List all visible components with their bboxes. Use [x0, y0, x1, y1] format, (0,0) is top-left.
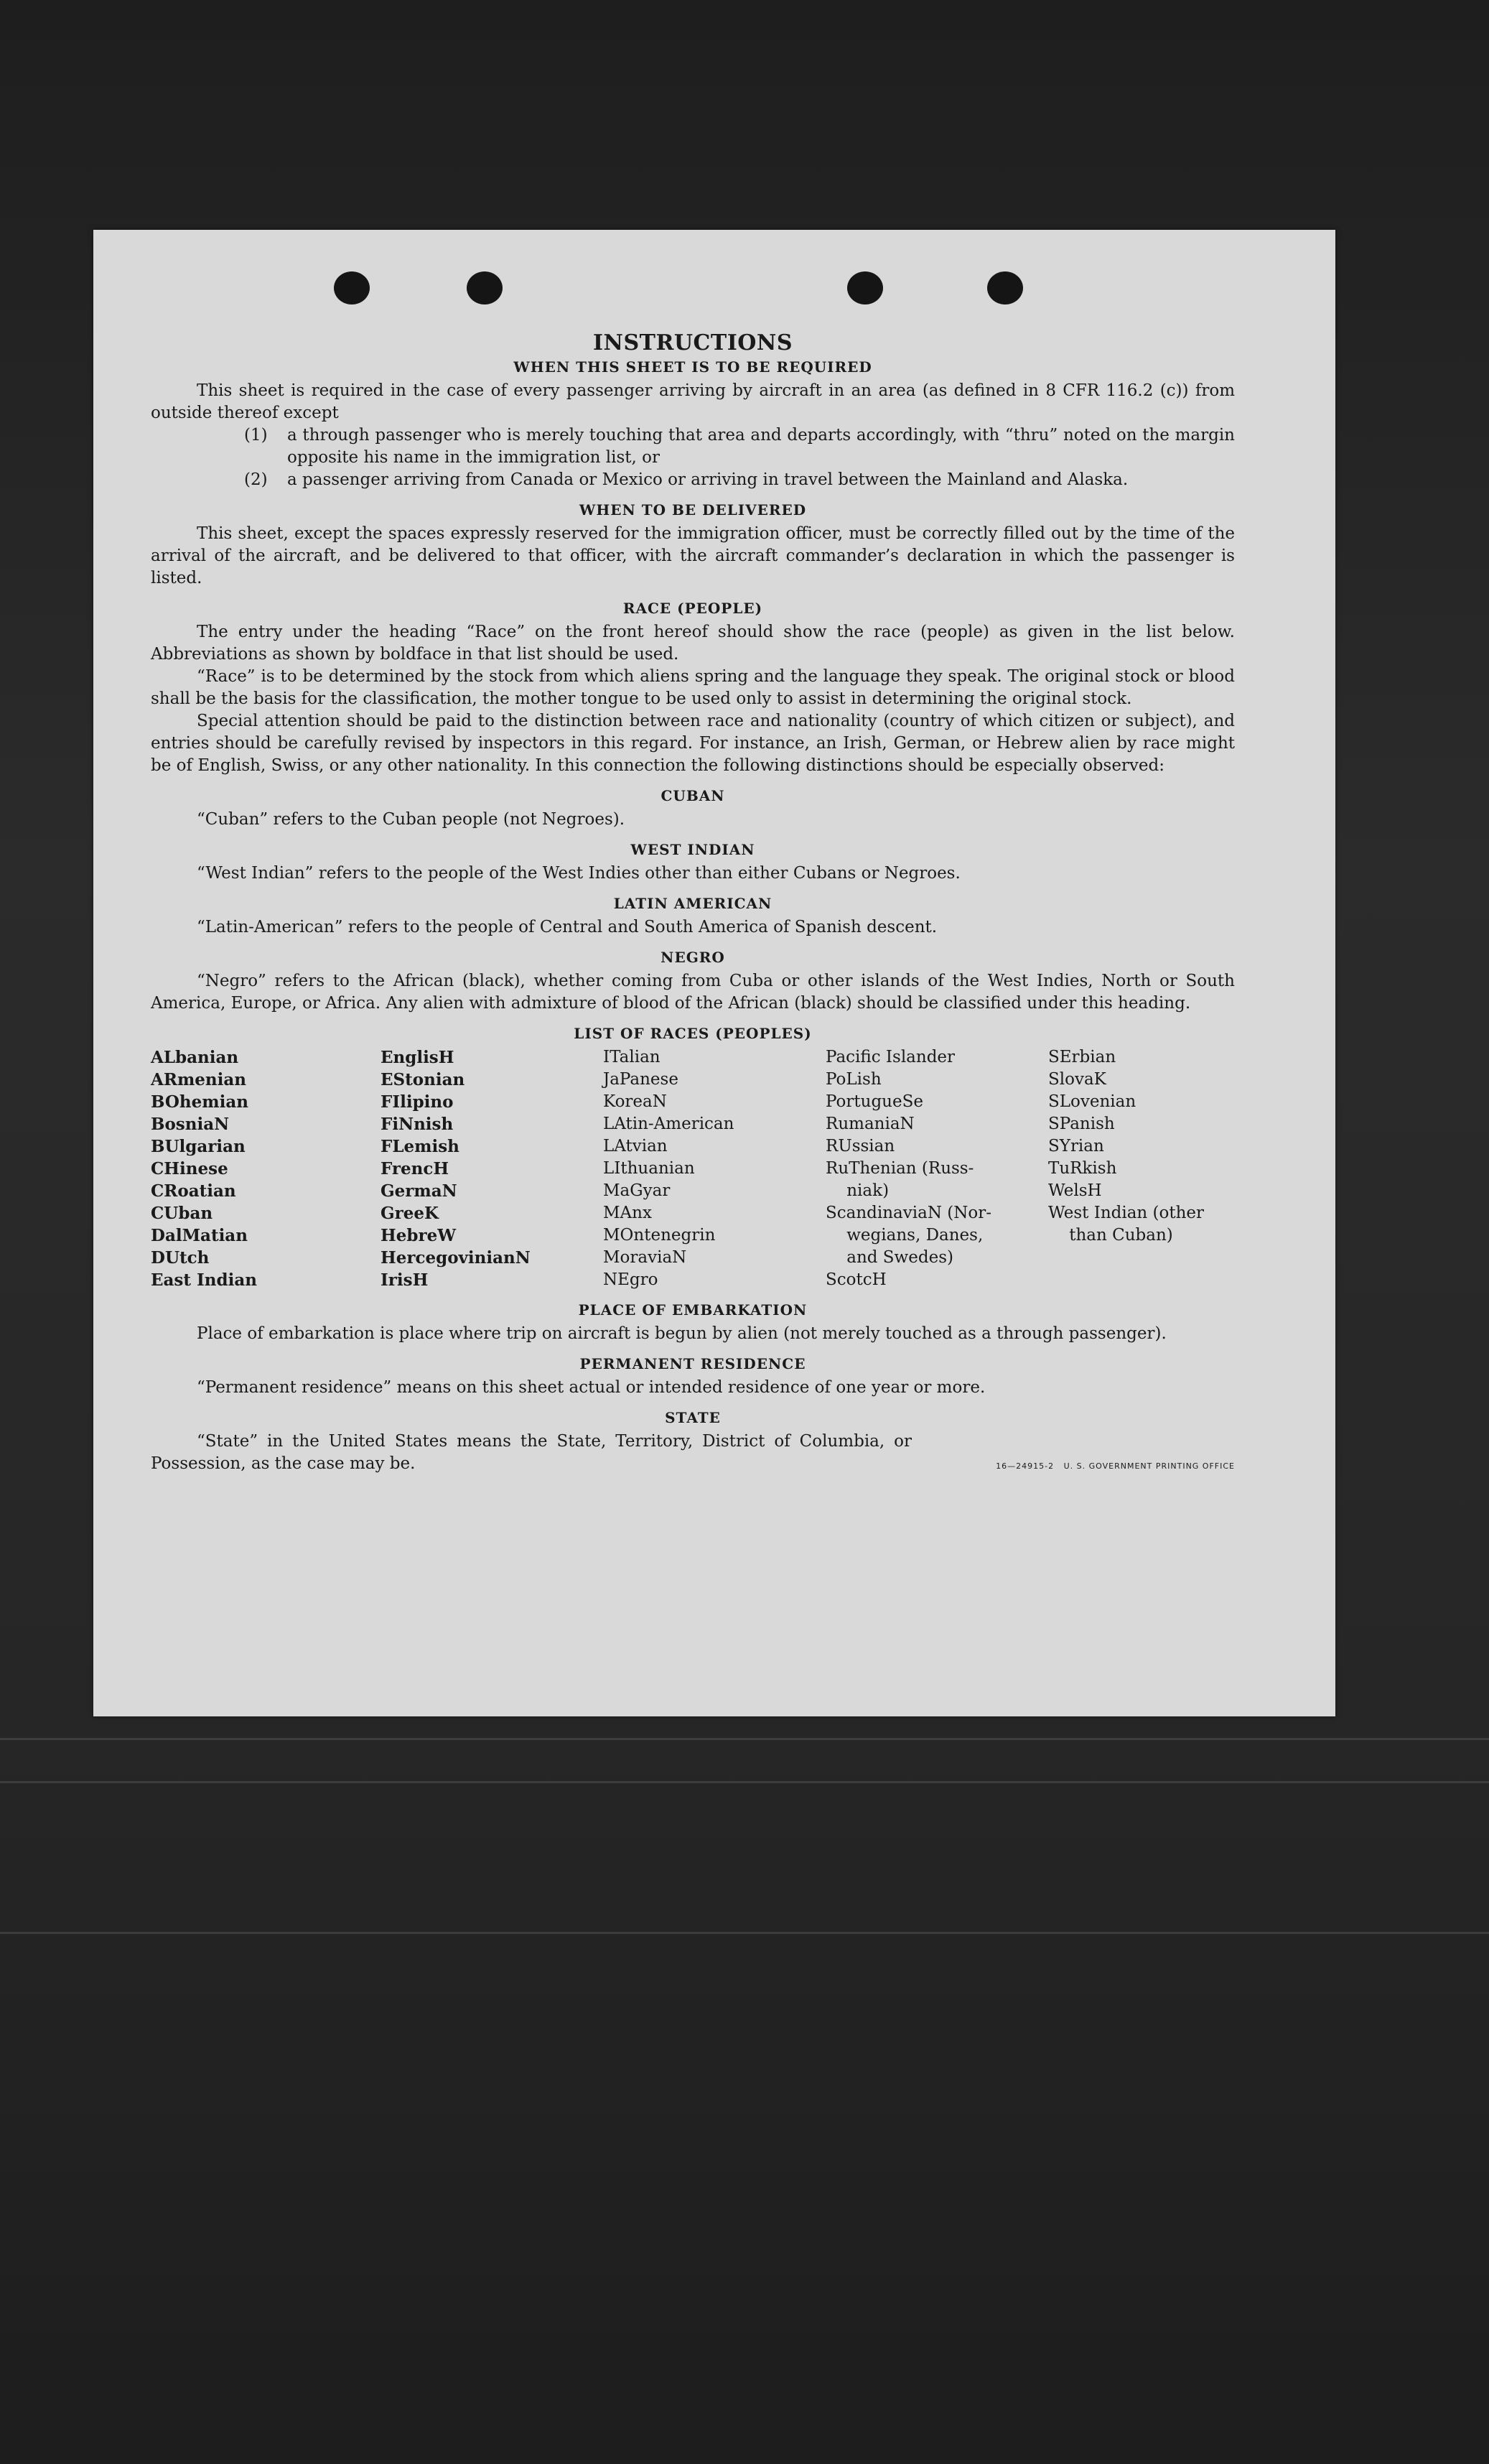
section-heading: NEGRO: [661, 949, 725, 966]
document-title: INSTRUCTIONS: [593, 330, 793, 355]
printer-name: U. S. GOVERNMENT PRINTING OFFICE: [1063, 1461, 1235, 1471]
race-entry: CRoatian: [151, 1181, 236, 1201]
race-entry: East Indian: [151, 1270, 257, 1290]
race-entry: SErbian: [1048, 1048, 1116, 1066]
races-column: [1048, 1046, 1235, 1291]
race-entry: WelsH: [1048, 1181, 1102, 1200]
race-entry: HebreW: [381, 1226, 457, 1245]
race-entry: EnglisH: [381, 1048, 454, 1067]
paragraph: This sheet, except the spaces expressly reserved for the immigration officer, must be correctly filled out by the time of the arrival of the aircraft, and be delivered to that officer, with the aircraft commander’s declaration in which the passenger is listed.: [151, 524, 1235, 587]
section-heading: WHEN TO BE DELIVERED: [579, 501, 807, 519]
race-entry: PoLish: [826, 1070, 882, 1089]
race-entry: GreeK: [381, 1204, 439, 1223]
punch-hole: [467, 271, 503, 304]
race-entry: TuRkish: [1048, 1159, 1117, 1178]
race-entry: FrencH: [381, 1159, 449, 1178]
race-entry: JaPanese: [603, 1070, 678, 1089]
paragraph: “Race” is to be determined by the stock from which aliens spring and the language they speak. The original stock or blood shall be the basis for the classification, the mother tongue to be used only to assist in determining the original stock.: [151, 667, 1235, 708]
paragraph: The entry under the heading “Race” on the front hereof should show the race (people) as given in the list below. Abbreviations as shown by boldface in that list should be used.: [151, 623, 1235, 664]
race-entry: ALbanian: [151, 1048, 239, 1067]
race-entry: BosniaN: [151, 1115, 230, 1134]
race-entry: CUban: [151, 1204, 213, 1223]
list-item-text: a through passenger who is merely touching that area and departs accordingly, with “thru” noted on the margin opposite his name in the immigration list, or: [287, 426, 1235, 467]
race-entry: DalMatian: [151, 1226, 248, 1245]
punch-hole: [987, 271, 1023, 304]
race-entry: RumaniaN: [826, 1115, 915, 1133]
race-entry: LIthuanian: [603, 1159, 695, 1178]
races-column: [381, 1046, 603, 1291]
printer-imprint: [996, 1461, 1235, 1475]
paragraph: “Permanent residence” means on this sheet actual or intended residence of one year or more.: [197, 1378, 986, 1397]
race-entry: ScandinaviaN (Nor-: [826, 1204, 991, 1222]
race-entry: DUtch: [151, 1248, 210, 1268]
races-list: [151, 1046, 1235, 1291]
race-entry: FIlipino: [381, 1092, 454, 1112]
section-heading: RACE (PEOPLE): [622, 600, 763, 617]
race-entry: MaGyar: [603, 1181, 671, 1200]
race-entry: MAnx: [603, 1204, 652, 1222]
list-item-number: (2): [244, 470, 268, 489]
race-entry: NEgro: [603, 1270, 658, 1289]
form-number: 16—24915-2: [996, 1461, 1055, 1471]
paragraph: Place of embarkation is place where trip on aircraft is begun by alien (not merely touched as a through passenger).: [197, 1324, 1167, 1343]
paragraph: “State” in the United States means the State, Territory, District of Columbia, or Possession, as the case may be.: [151, 1432, 912, 1473]
race-entry: than Cuban): [1048, 1226, 1173, 1245]
race-entry: and Swedes): [826, 1248, 953, 1267]
race-entry: LAtvian: [603, 1137, 668, 1156]
race-entry: FiNnish: [381, 1115, 454, 1134]
race-entry: EStonian: [381, 1070, 465, 1089]
paragraph: “Negro” refers to the African (black), whether coming from Cuba or other islands of the West Indies, North or South America, Europe, or Africa. Any alien with admixture of blood of the African (black) should be classified under this heading.: [151, 972, 1235, 1013]
race-entry: ARmenian: [151, 1070, 247, 1089]
race-entry: KoreaN: [603, 1092, 667, 1111]
race-entry: HercegovinianN: [381, 1248, 531, 1268]
race-entry: West Indian (other: [1048, 1204, 1205, 1222]
list-item-text: a passenger arriving from Canada or Mexico or arriving in travel between the Mainland and Alaska.: [287, 470, 1129, 489]
race-entry: SlovaK: [1048, 1070, 1106, 1089]
punch-hole: [847, 271, 883, 304]
race-entry: RUssian: [826, 1137, 895, 1156]
document-page: [93, 230, 1335, 1716]
section-heading: WHEN THIS SHEET IS TO BE REQUIRED: [513, 358, 872, 376]
punch-hole: [334, 271, 370, 304]
race-entry: BUlgarian: [151, 1137, 246, 1156]
scan-artifact-line: [0, 1738, 1489, 1740]
race-entry: FLemish: [381, 1137, 459, 1156]
list-item: [151, 424, 1235, 469]
section-heading: LIST OF RACES (PEOPLES): [574, 1025, 812, 1042]
race-entry: LAtin-American: [603, 1115, 734, 1133]
section-heading: CUBAN: [661, 787, 725, 804]
list-item: [151, 469, 1235, 491]
section-heading: WEST INDIAN: [630, 841, 755, 858]
paragraph: “West Indian” refers to the people of the West Indies other than either Cubans or Negroes.: [197, 864, 961, 883]
race-entry: SYrian: [1048, 1137, 1104, 1156]
section-heading: PERMANENT RESIDENCE: [579, 1355, 806, 1372]
race-entry: CHinese: [151, 1159, 228, 1178]
races-column: [151, 1046, 381, 1291]
scan-artifact-line: [0, 1781, 1489, 1783]
race-entry: RuThenian (Russ-: [826, 1159, 974, 1178]
section-heading: STATE: [665, 1409, 721, 1426]
races-column: [603, 1046, 826, 1291]
scan-artifact-line: [0, 1932, 1489, 1934]
instructions-sheet: [151, 330, 1235, 1475]
race-entry: GermaN: [381, 1181, 457, 1201]
list-item-number: (1): [244, 426, 268, 445]
paragraph: This sheet is required in the case of every passenger arriving by aircraft in an area (as defined in 8 CFR 116.2 (c)) from outside thereof except: [151, 381, 1235, 422]
race-entry: ScotcH: [826, 1270, 887, 1289]
race-entry: niak): [826, 1181, 890, 1200]
race-entry: PortugueSe: [826, 1092, 923, 1111]
race-entry: SPanish: [1048, 1115, 1115, 1133]
race-entry: MoraviaN: [603, 1248, 687, 1267]
race-entry: BOhemian: [151, 1092, 248, 1112]
paragraph: “Latin-American” refers to the people of Central and South America of Spanish descent.: [197, 918, 938, 936]
race-entry: SLovenian: [1048, 1092, 1136, 1111]
race-entry: Pacific Islander: [826, 1048, 956, 1066]
paragraph: “Cuban” refers to the Cuban people (not Negroes).: [197, 810, 625, 829]
race-entry: MOntenegrin: [603, 1226, 716, 1245]
section-heading: PLACE OF EMBARKATION: [578, 1301, 808, 1319]
race-entry: IrisH: [381, 1270, 429, 1290]
race-entry: ITalian: [603, 1048, 661, 1066]
paragraph: Special attention should be paid to the distinction between race and nationality (country of which citizen or subject), and entries should be carefully revised by inspectors in this regard. For instance, an Irish, German, or Hebrew alien by race might be of English, Swiss, or any other nationality. In this connection the following distinctions should be especially observed:: [151, 712, 1235, 775]
race-entry: wegians, Danes,: [826, 1226, 984, 1245]
footer: [151, 1431, 1235, 1475]
section-heading: LATIN AMERICAN: [613, 895, 772, 912]
races-column: [826, 1046, 1048, 1291]
